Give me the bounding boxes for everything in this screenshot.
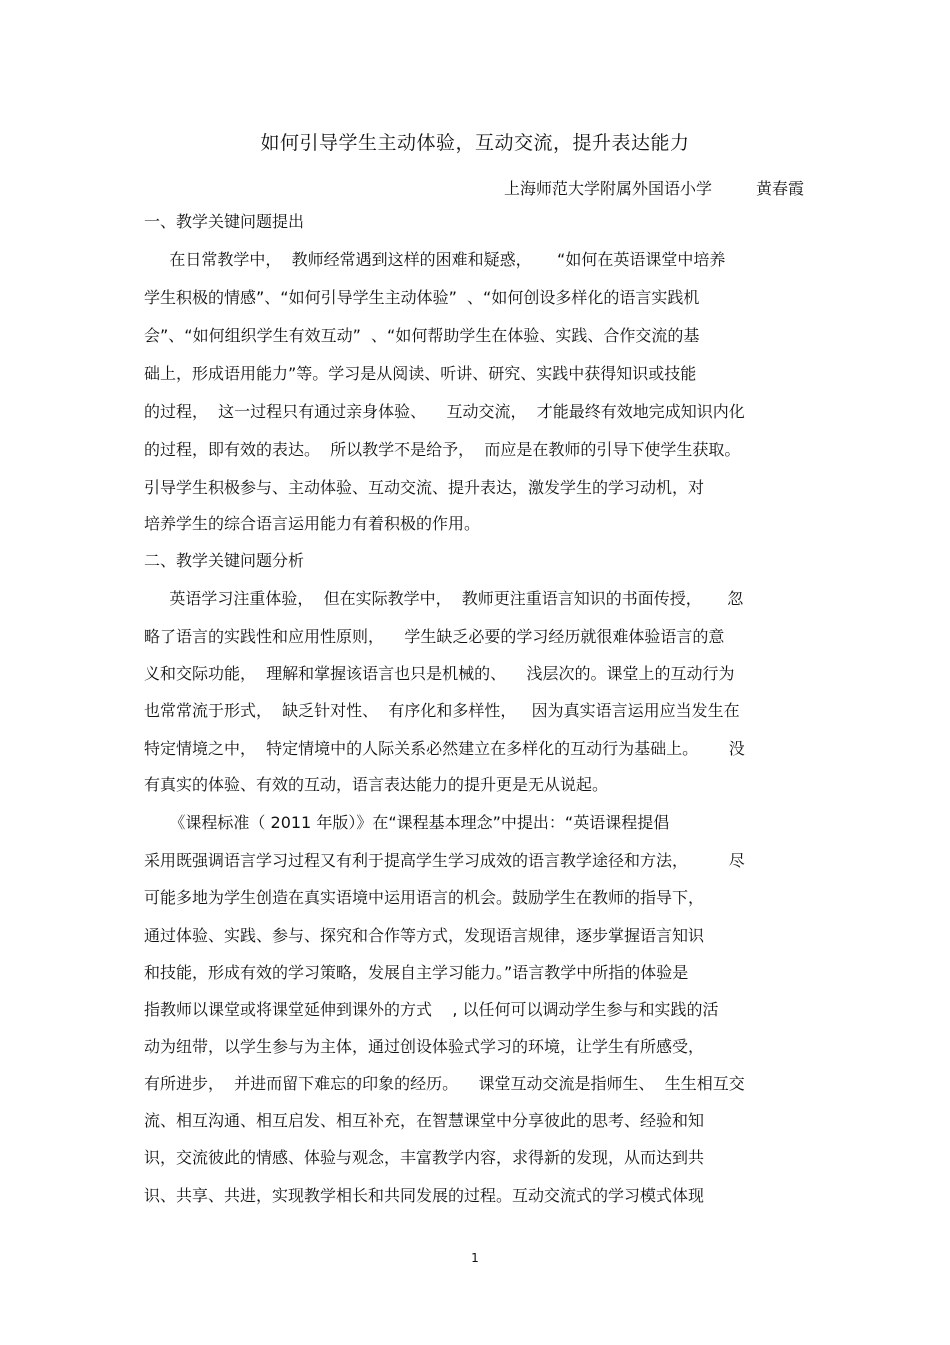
text-line: 有真实的体验、有效的互动，语言表达能力的提升更是无从说起。 xyxy=(144,775,609,794)
author-name: 黄春霞 xyxy=(755,179,804,198)
text-line: 识，交流彼此的情感、体验与观念，丰富教学内容，求得新的发现，从而达到共 xyxy=(144,1148,705,1167)
text-line: 特定情境之中， 特定情境中的人际关系必然建立在多样化的互动行为基础上。 没 xyxy=(144,739,745,758)
page-number: 1 xyxy=(471,1251,479,1265)
text-line: 的过程， 这一过程只有通过亲身体验、 互动交流， 才能最终有效地完成知识内化 xyxy=(144,402,745,421)
text-line: 义和交际功能， 理解和掌握该语言也只是机械的、 浅层次的。课堂上的互动行为 xyxy=(144,664,735,683)
text-line: 也常常流于形式， 缺乏针对性、 有序化和多样性， 因为真实语言运用应当发生在 xyxy=(144,701,740,720)
section-heading: 二、教学关键问题分析 xyxy=(144,551,305,570)
text-line: 培养学生的综合语言运用能力有着积极的作用。 xyxy=(144,514,481,533)
text-line: 会”、“如何组织学生有效互动” 、“如何帮助学生在体验、实践、合作交流的基 xyxy=(144,326,700,345)
text-line: 和技能，形成有效的学习策略，发展自主学习能力。”语言教学中所指的体验是 xyxy=(144,963,689,982)
text-line: 引导学生积极参与、主动体验、互动交流、提升表达，激发学生的学习动机，对 xyxy=(144,478,705,497)
text-line: 有所进步， 并进而留下难忘的印象的经历。 课堂互动交流是指师生、 生生相互交 xyxy=(144,1074,745,1093)
text-line: 动为纽带，以学生参与为主体，通过创设体验式学习的环境，让学生有所感受， xyxy=(144,1037,705,1056)
text-line: 的过程，即有效的表达。 所以教学不是给予， 而应是在教师的引导下使学生获取。 xyxy=(144,440,741,459)
text-line: 础上，形成语用能力”等。学习是从阅读、听讲、研究、实践中获得知识或技能 xyxy=(144,364,697,383)
text-line: 指教师以课堂或将课堂延伸到课外的方式 , 以任何可以调动学生参与和实践的活 xyxy=(144,1000,719,1019)
text-line: 学生积极的情感”、“如何引导学生主动体验” 、“如何创设多样化的语言实践机 xyxy=(144,288,700,307)
text-line: 流、相互沟通、相互启发、相互补充，在智慧课堂中分享彼此的思考、经验和知 xyxy=(144,1111,705,1130)
text-line: 识、共享、共进，实现教学相长和共同发展的过程。互动交流式的学习模式体现 xyxy=(144,1186,705,1205)
text-line: 可能多地为学生创造在真实语境中运用语言的机会。鼓励学生在教师的指导下， xyxy=(144,888,705,907)
text-line: 在日常教学中， 教师经常遇到这样的困难和疑惑， “如何在英语课堂中培养 xyxy=(144,250,726,269)
author-line xyxy=(504,176,804,199)
text-line: 《课程标准（ 2011 年版）》在“课程基本理念”中提出：“英语课程提倡 xyxy=(144,813,670,832)
section-heading: 一、教学关键问题提出 xyxy=(144,212,305,231)
text-line: 略了语言的实践性和应用性原则， 学生缺乏必要的学习经历就很难体验语言的意 xyxy=(144,627,725,646)
school-name: 上海师范大学附属外国语小学 xyxy=(503,179,712,198)
text-line: 通过体验、实践、参与、探究和合作等方式，发现语言规律，逐步掌握语言知识 xyxy=(144,926,705,945)
text-line: 采用既强调语言学习过程又有利于提高学生学习成效的语言教学途径和方法， 尽 xyxy=(144,851,745,870)
document-title: 如何引导学生主动体验，互动交流，提升表达能力 xyxy=(260,132,690,154)
text-line: 英语学习注重体验， 但在实际教学中， 教师更注重语言知识的书面传授， 忽 xyxy=(144,589,744,608)
